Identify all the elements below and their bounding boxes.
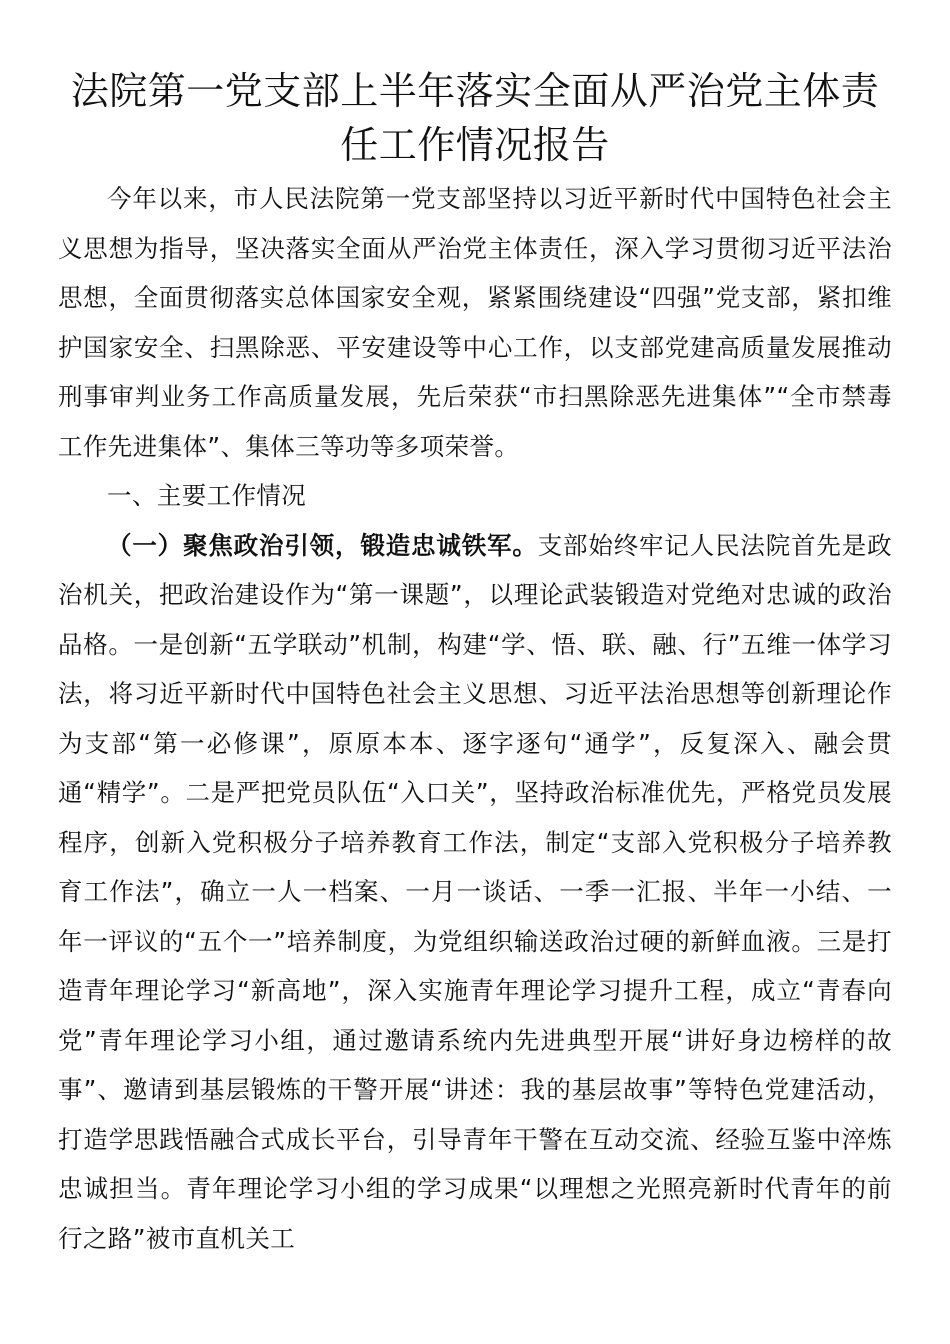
subsection-lead: （一）聚焦政治引领，锻造忠诚铁军。 bbox=[107, 530, 538, 560]
document-title: 法院第一党支部上半年落实全面从严治党主体责任工作情况报告 bbox=[70, 69, 880, 167]
intro-paragraph: 今年以来，市人民法院第一党支部坚持以习近平新时代中国特色社会主义思想为指导，坚决落实全面从严治党主体责任，深入学习贯彻习近平法治思想，全面贯彻落实总体国家安全观，紧紧围绕建设“四强”党支部，紧扣维护国家安全、扫黑除恶、平安建设等中心工作，以支部党建高质量发展推动刑事审判业务工作高质量发展，先后荣获“市扫黑除恶先进集体”“全市禁毒工作先进集体”、集体三等功等多项荣誉。 bbox=[58, 184, 892, 461]
section-heading: 一、主要工作情况 bbox=[107, 481, 307, 510]
subsection-paragraph bbox=[58, 521, 892, 1264]
subsection-body: 支部始终牢记人民法院首先是政治机关，把政治建设作为“第一课题”，以理论武装锻造对党绝对忠诚的政治品格。一是创新“五学联动”机制，构建“学、悟、联、融、行”五维一体学习法，将习近平新时代中国特色社会主义思想、习近平法治思想等创新理论作为支部“第一必修课”，原原本本、逐字逐句“通学”，反复深入、融会贯通“精学”。二是严把党员队伍“入口关”，坚持政治标准优先，严格党员发展程序，创新入党积极分子培养教育工作法，制定“支部入党积极分子培养教育工作法”，确立一人一档案、一月一谈话、一季一汇报、半年一小结、一年一评议的“五个一”培养制度，为党组织输送政治过硬的新鲜血液。三是打造青年理论学习“新高地”，深入实施青年理论学习提升工程，成立“青春向党”青年理论学习小组，通过邀请系统内先进典型开展“讲好身边榜样的故事”、邀请到基层锻炼的干警开展“讲述：我的基层故事”等特色党建活动，打造学思践悟融合式成长平台，引导青年干警在互动交流、经验互鉴中淬炼忠诚担当。青年理论学习小组的学习成果“以理想之光照亮新时代青年的前行之路”被市直机关工 bbox=[58, 530, 892, 1253]
